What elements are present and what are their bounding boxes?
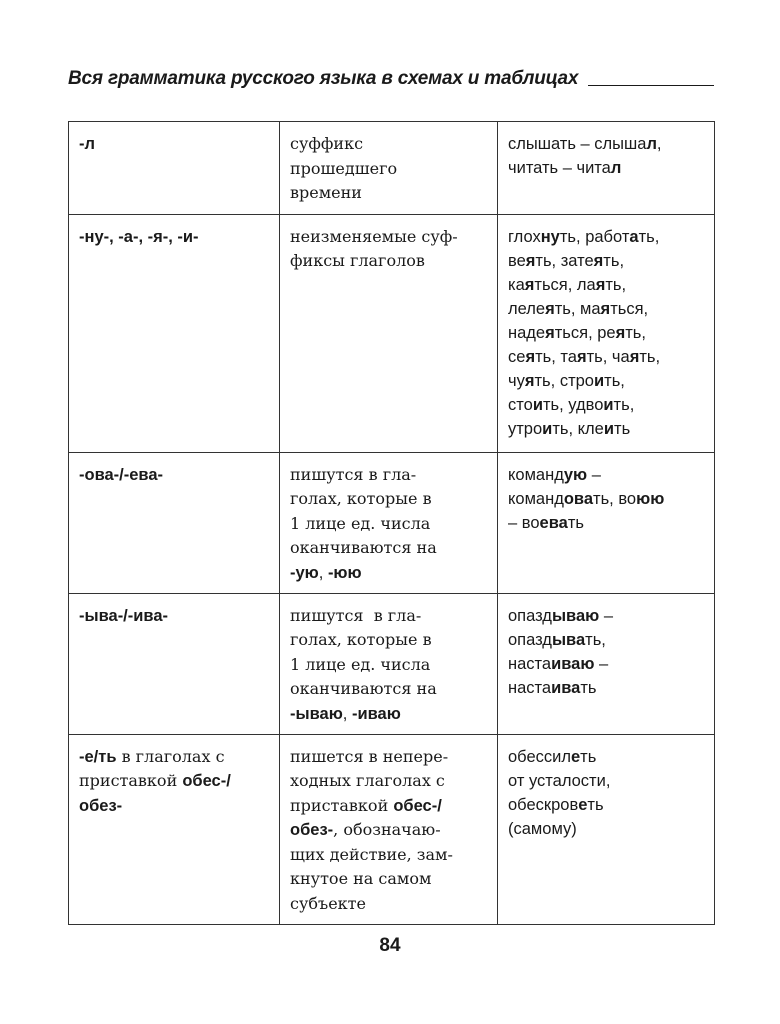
- suffix-line: -е/ть в глаголах с: [79, 746, 225, 766]
- rule-line: приставкой обес-/: [290, 795, 442, 815]
- example-cell: [498, 452, 715, 593]
- example-line: глохнуть, работать,: [508, 227, 660, 246]
- example-line: слышать – слышал,: [508, 135, 662, 153]
- rule-line: фиксы глаголов: [290, 251, 425, 270]
- example-line: читать – читал: [508, 159, 622, 177]
- table-row: [69, 214, 715, 452]
- table-row: [69, 452, 715, 593]
- suffix-text: -ну-, -а-, -я-, -и-: [79, 227, 199, 246]
- suffix-line: приставкой обес-/: [79, 771, 231, 790]
- rule-line: 1 лице ед. числа: [290, 654, 431, 674]
- example-line: опаздывать,: [508, 630, 606, 649]
- example-line: каяться, лаять,: [508, 275, 627, 294]
- example-line: от усталости,: [508, 771, 611, 790]
- rule-cell: [280, 214, 498, 452]
- rule-cell: [280, 593, 498, 734]
- rule-line: голах, которые в: [290, 630, 432, 649]
- suffix-cell: [69, 122, 280, 215]
- rule-line: прошедшего: [290, 158, 398, 178]
- suffix-table: [68, 121, 715, 925]
- table-row: [69, 122, 715, 215]
- example-line: настаивать: [508, 678, 597, 697]
- rule-line: оканчиваются на: [290, 538, 437, 557]
- running-header: [68, 64, 714, 90]
- header-rule: [588, 85, 714, 86]
- rule-cell: [280, 452, 498, 593]
- table-row: [69, 734, 715, 925]
- rule-line-endings: -ую, -юю: [290, 563, 362, 582]
- example-line: обессилеть: [508, 747, 597, 766]
- rule-line: пишутся в гла-: [290, 605, 422, 625]
- example-line: опаздываю –: [508, 606, 613, 625]
- rule-line: оканчиваются на: [290, 679, 437, 698]
- suffix-text: -ова-/-ева-: [79, 465, 164, 484]
- rule-line: 1 лице ед. числа: [290, 513, 431, 533]
- rule-line: щих действие, зам-: [290, 844, 453, 864]
- rule-line: субъекте: [290, 893, 366, 913]
- example-line: настаиваю –: [508, 654, 609, 673]
- example-line: (самому): [508, 819, 577, 838]
- example-line: командую –: [508, 465, 601, 484]
- rule-line: ходных глаголах с: [290, 771, 445, 790]
- rule-line: суффикс: [290, 134, 364, 153]
- rule-line: пишутся в гла-: [290, 464, 417, 484]
- rule-cell: [280, 734, 498, 925]
- example-cell: [498, 122, 715, 215]
- example-line: утроить, клеить: [508, 419, 631, 438]
- example-line: командовать, воюю: [508, 489, 665, 508]
- example-line: лелеять, маяться,: [508, 299, 649, 318]
- example-cell: [498, 734, 715, 925]
- rule-line: голах, которые в: [290, 489, 432, 508]
- suffix-line: обез-: [79, 796, 123, 815]
- suffix-cell: [69, 593, 280, 734]
- table-row: [69, 593, 715, 734]
- header-title: Вся грамматика русского языка в схемах и таблицах: [68, 68, 579, 89]
- rule-line: пишется в непере-: [290, 746, 449, 766]
- rule-line: времени: [290, 183, 362, 202]
- suffix-cell: [69, 734, 280, 925]
- rule-cell: [280, 122, 498, 215]
- example-line: стоить, удвоить,: [508, 395, 635, 414]
- example-cell: [498, 593, 715, 734]
- rule-line-endings: -ываю, -иваю: [290, 704, 401, 723]
- rule-line: кнутое на самом: [290, 869, 432, 888]
- example-line: веять, затеять,: [508, 251, 625, 270]
- example-line: сеять, таять, чаять,: [508, 347, 661, 366]
- example-line: надеяться, реять,: [508, 323, 646, 342]
- suffix-text: -л: [79, 135, 95, 153]
- rule-line: неизменяемые суф-: [290, 226, 458, 246]
- example-line: чуять, строить,: [508, 371, 625, 390]
- example-line: – воевать: [508, 513, 584, 532]
- suffix-cell: [69, 214, 280, 452]
- rule-line: обез-, обозначаю-: [290, 820, 441, 839]
- example-cell: [498, 214, 715, 452]
- suffix-text: -ыва-/-ива-: [79, 606, 169, 625]
- page-number: 84: [379, 935, 401, 956]
- suffix-cell: [69, 452, 280, 593]
- example-line: обескроветь: [508, 795, 604, 814]
